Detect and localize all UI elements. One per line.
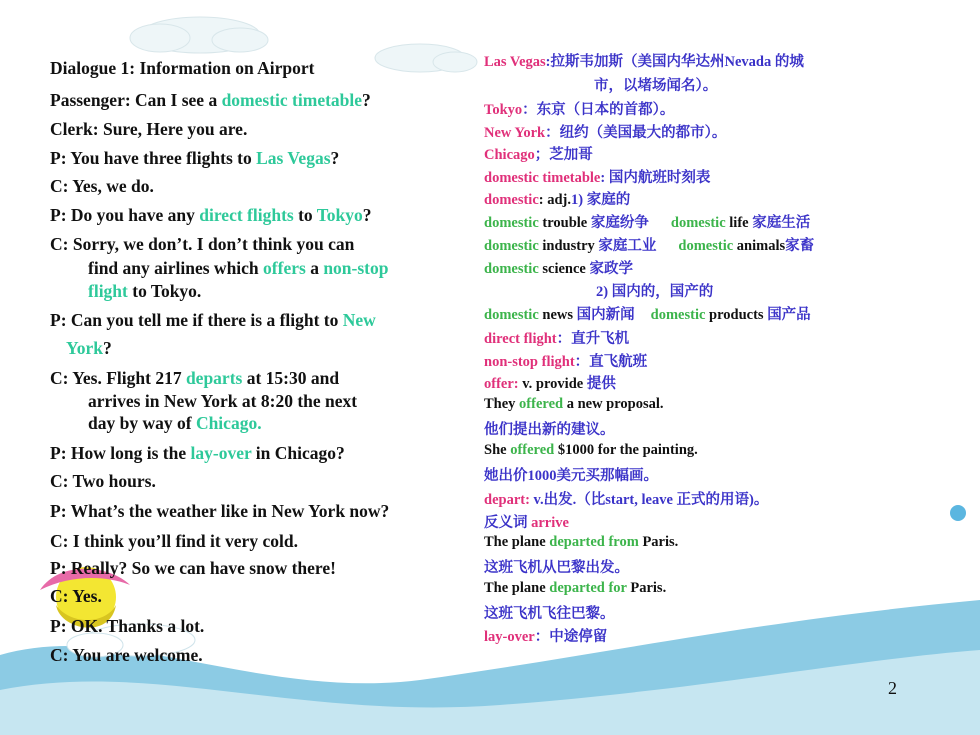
vocab-line: domestic: adj.1) 家庭的 [484,192,631,208]
dialogue-line: C: Sorry, we don’t. I don’t think you can [50,234,355,254]
vocab-line: She offered $1000 for the painting. [484,442,698,458]
dialogue-line: day by way of Chicago. [88,413,262,433]
dialogue-line: Passenger: Can I see a domestic timetable? [50,90,371,110]
dialogue-line: C: Two hours. [50,471,156,491]
vocab-line: 他们提出新的建议。 [484,422,615,438]
cloud-icon [130,17,268,53]
vocab-line: 市，以堵场闻名）。 [594,78,718,94]
vocab-line: 这班飞机飞往巴黎。 [484,606,615,622]
dialogue-line: P: Really? So we can have snow there! [50,558,336,578]
dialogue-line: P: Do you have any direct flights to Tokyo? [50,205,372,225]
page-number: 2 [888,678,897,698]
dialogue-line: C: You are welcome. [50,645,203,665]
dialogue-line: P: Can you tell me if there is a flight to New [50,310,376,330]
dialogue-line: P: What’s the weather like in New York now? [50,501,390,521]
vocab-line: domestic industry 家庭工业 domestic animals家畜 [484,238,815,254]
vocab-line: domestic timetable: 国内航班时刻表 [484,170,711,186]
vocab-line: The plane departed for Paris. [484,580,667,596]
dialogue-line: P: OK. Thanks a lot. [50,616,205,636]
vocab-line: domestic news 国内新闻 domestic products 国产品 [484,307,811,323]
vocab-line: 2) 国内的，国产的 [596,284,714,300]
dialogue-line: C: Yes. [50,586,102,606]
dialogue-line: find any airlines which offers a non-stop [88,258,389,278]
vocab-line: non-stop flight：直飞航班 [484,354,648,370]
dot-icon [950,505,966,521]
vocab-line: New York：纽约（美国最大的都市）。 [484,125,727,141]
vocab-line: Tokyo：东京（日本的首都）。 [484,102,675,118]
dialogue-line: C: I think you’ll find it very cold. [50,531,298,551]
vocab-line: 这班飞机从巴黎出发。 [484,560,629,576]
dialogue-line: Clerk: Sure, Here you are. [50,119,248,139]
vocab-line: They offered a new proposal. [484,396,664,412]
dialogue-title: Dialogue 1: Information on Airport [50,58,315,78]
vocab-line: domestic trouble 家庭纷争 domestic life 家庭生活 [484,215,811,231]
dialogue-line: P: How long is the lay-over in Chicago? [50,443,345,463]
vocab-line: Chicago；芝加哥 [484,147,593,163]
vocab-line: depart: v.出发.（比start, leave 正式的用语)。 [484,492,769,508]
cloud-icon-2 [375,44,477,72]
vocab-line: direct flight：直升飞机 [484,331,630,347]
vocab-line: Las Vegas:拉斯韦加斯（美国内华达州Nevada 的城 [484,54,804,70]
vocab-line: 反义词 arrive [484,515,569,531]
dialogue-line: arrives in New York at 8:20 the next [88,391,358,411]
dialogue-line: P: You have three flights to Las Vegas? [50,148,340,168]
vocab-line: 她出价1000美元买那幅画。 [484,468,658,484]
vocab-line: lay-over：中途停留 [484,629,608,645]
vocab-line: The plane departed from Paris. [484,534,679,550]
dialogue-line: flight to Tokyo. [88,281,202,301]
vocab-line: offer: v. provide 提供 [484,376,616,392]
vocab-line: domestic science 家政学 [484,261,633,277]
dialogue-line: C: Yes, we do. [50,176,154,196]
dialogue-line: York? [66,338,112,358]
dialogue-line: C: Yes. Flight 217 departs at 15:30 and [50,368,340,388]
